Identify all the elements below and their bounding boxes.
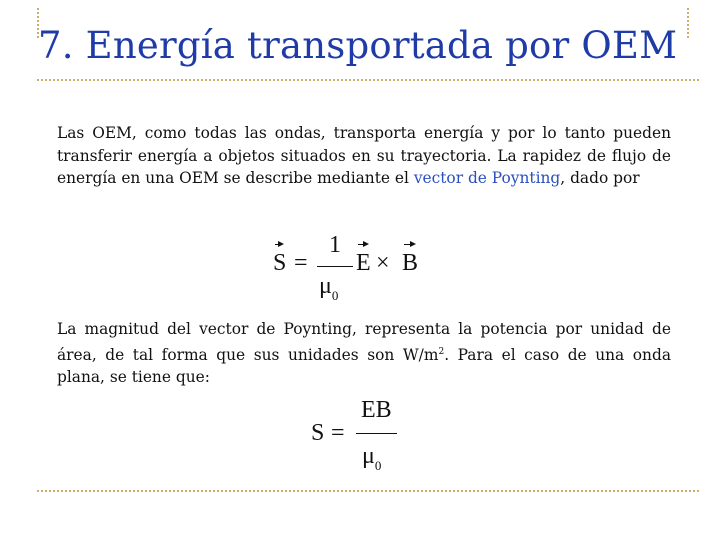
paragraph-1-text: Las OEM, como todas las ondas, transporta energía y por lo tanto pueden transferir energía a objetos situados en su trayectoria. La rapidez de flujo de energía en una OEM se describe mediante el	[57, 124, 671, 187]
poynting-vector-link[interactable]: vector de Poynting	[413, 169, 561, 187]
eq2-lhs: S	[311, 420, 325, 446]
eq1-term2-vector: B	[402, 250, 418, 277]
paragraph-2-tail: . Para el caso de una onda plana, se tiene que:	[57, 345, 671, 386]
top-right-rule	[687, 8, 689, 38]
slide-title: 7. Energía transportada por OEM	[38, 24, 678, 67]
title-divider	[37, 79, 699, 81]
eq1-term1-vector: E	[356, 250, 371, 277]
eq1-equals: =	[294, 250, 308, 276]
eq2-numerator: EB	[361, 397, 392, 423]
eq1-numerator: 1	[329, 232, 341, 258]
eq1-operator: ×	[376, 250, 390, 276]
paragraph-1-tail: , dado por	[560, 169, 640, 187]
eq2-denominator: $\mu_0$	[362, 443, 382, 473]
paragraph-2	[57, 318, 671, 389]
bottom-divider	[37, 490, 699, 492]
paragraph-2-text: La magnitud del vector de Poynting, representa la potencia por unidad de área, de tal forma que sus unidades son W/m	[57, 320, 671, 364]
eq2-equals: =	[331, 420, 345, 446]
eq1-fraction-bar	[317, 266, 353, 267]
eq2-fraction-bar	[356, 433, 397, 434]
paragraph-2-sup: 2	[438, 346, 445, 357]
eq1-lhs-vector: S	[273, 250, 286, 277]
paragraph-1	[57, 122, 671, 190]
eq1-denominator: $\mu_0$	[319, 273, 339, 303]
